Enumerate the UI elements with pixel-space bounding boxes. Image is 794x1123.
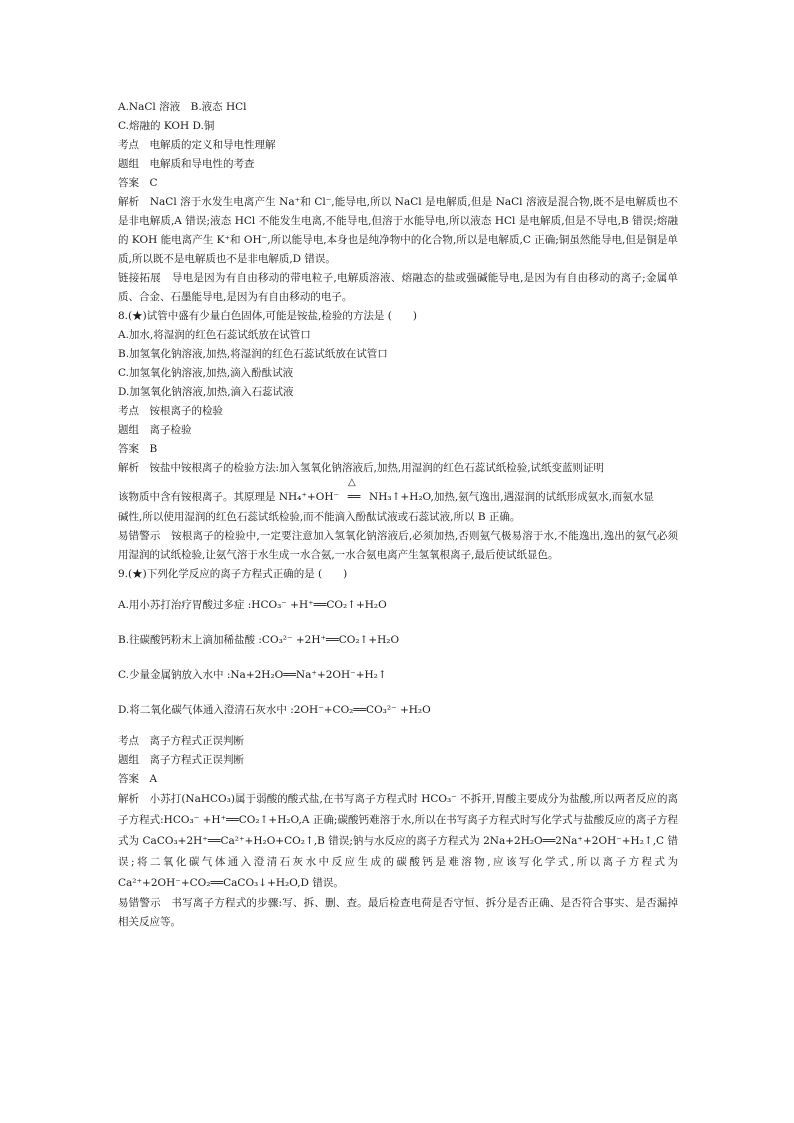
q9-tizu: 题组 离子方程式正误判断: [118, 754, 244, 766]
q9-stem: 9.(★)下列化学反应的离子方程式正确的是 ( ): [118, 568, 348, 580]
q8-stem: 8.(★)试管中盛有少量白色固体,可能是铵盐,检验的方法是 ( ): [118, 310, 417, 322]
q7-options-ab: A.NaCl 溶液 B.液态 HCl: [118, 101, 247, 113]
q8-delta-symbol: △: [348, 477, 356, 488]
q8-tizu: 题组 离子检验: [118, 424, 192, 436]
q8-jiexi-equation-right: NH₃↑+H₂O,加热,氨气逸出,遇湿润的试纸形成氨水,而氨水显: [369, 491, 654, 503]
q8-jiexi-line3: 碱性,所以使用湿润的红色石蕊试纸检验,而不能滴入酚酞试液或石蕊试液,所以 B 正确。: [118, 511, 521, 523]
q7-options-cd: C.熔融的 KOH D.铜: [118, 120, 215, 132]
q9-jiexi: 解析 小苏打(NaHCO₃)属于弱酸的酸式盐,在书写离子方程式时 HCO₃⁻ 不拆开,胃酸主要成分为盐酸,所以两者反应的离子方程式:HCO₃⁻ +H⁺══CO₂↑+H₂O,A 正确;碳酸钙难溶于水,所以在书写离子方程式时写化学式与盐酸反应的离子方程式为 CaCO₃+2H⁺══Ca²⁺+H₂O+CO₂↑,B 错误;钠与水反应的离子方程式为 2Na+2H₂O══2Na⁺+2OH⁻+H₂↑,C 错误;将二氧化碳气体通入澄清石灰水中反应生成的碳酸钙是难溶物,应该写化学式,所以离子方程式为 Ca²⁺+2OH⁻+CO₂══CaCO₃↓+H₂O,D 错误。: [118, 793, 678, 889]
document-page: [118, 98, 678, 932]
q9-yicuo: 易错警示 书写离子方程式的步骤:写、拆、删、查。最后检查电荷是否守恒、拆分是否正确、是否符合事实、是否漏掉相关反应等。: [118, 897, 678, 928]
q9-option-b: B.往碳酸钙粉末上滴加稀盐酸 :CO₃²⁻ +2H⁺══CO₂↑+H₂O: [118, 634, 400, 646]
q7-tuozhan: 链接拓展 导电是因为有自由移动的带电粒子,电解质溶液、熔融态的盐或强碱能导电,是因为有自由移动的离子;金属单质、合金、石墨能导电,是因为有自由移动的电子。: [118, 272, 678, 303]
q8-jiexi-line1: 解析 铵盐中铵根离子的检验方法:加入氢氧化钠溶液后,加热,用湿润的红色石蕊试纸检验,试纸变蓝则证明: [118, 462, 605, 474]
q9-answer: 答案 A: [118, 773, 158, 785]
q8-option-b: B.加氢氧化钠溶液,加热,将湿润的红色石蕊试纸放在试管口: [118, 348, 388, 360]
q8-jiexi-line2: [118, 477, 678, 508]
q8-kaodian: 考点 铵根离子的检验: [118, 405, 223, 417]
q8-yicuo: 易错警示 铵根离子的检验中,一定要注意加入氢氧化钠溶液后,必须加热,否则氨气极易溶于水,不能逸出,逸出的氨气必须用湿润的试纸检验,让氨气溶于水生成一水合氨,一水合氨电离产生氢氧根离子,最后使试纸显色。: [118, 530, 678, 561]
q7-kaodian: 考点 电解质的定义和导电性理解: [118, 139, 276, 151]
q8-answer: 答案 B: [118, 443, 158, 455]
q7-jiexi: 解析 NaCl 溶于水发生电离产生 Na⁺和 Cl⁻,能导电,所以 NaCl 是电解质,但是 NaCl 溶液是混合物,既不是电解质也不是非电解质,A 错误;液态 HCl 不能发生电离,不能导电,但溶于水能导电,所以液态 HCl 是电解质,但是不导电,B 错误;熔融的 KOH 能电离产生 K⁺和 OH⁻,所以能导电,本身也是纯净物中的化合物,所以是电解质,C 正确;铜虽然能导电,但是铜是单质,所以既不是电解质也不是非电解质,D 错误。: [118, 196, 678, 265]
q9-option-d: D.将二氧化碳气体通入澄清石灰水中 :2OH⁻+CO₂══CO₃²⁻ +H₂O: [118, 704, 431, 716]
q8-option-d: D.加氢氧化钠溶液,加热,滴入石蕊试液: [118, 386, 294, 398]
q7-tizu: 题组 电解质和导电性的考查: [118, 158, 255, 170]
q8-equation-arrow: △ ══: [339, 486, 369, 508]
q8-option-a: A.加水,将湿润的红色石蕊试纸放在试管口: [118, 329, 311, 341]
q9-kaodian: 考点 离子方程式正误判断: [118, 735, 244, 747]
q7-answer: 答案 C: [118, 177, 158, 189]
q9-option-c: C.少量金属钠放入水中 :Na+2H₂O══Na⁺+2OH⁻+H₂↑: [118, 669, 387, 681]
q8-jiexi-equation-left: 该物质中含有铵根离子。其原理是 NH₄⁺+OH⁻: [118, 491, 340, 503]
q9-option-a: A.用小苏打治疗胃酸过多症 :HCO₃⁻ +H⁺══CO₂↑+H₂O: [118, 599, 387, 611]
q8-option-c: C.加氢氧化钠溶液,加热,滴入酚酞试液: [118, 367, 294, 379]
